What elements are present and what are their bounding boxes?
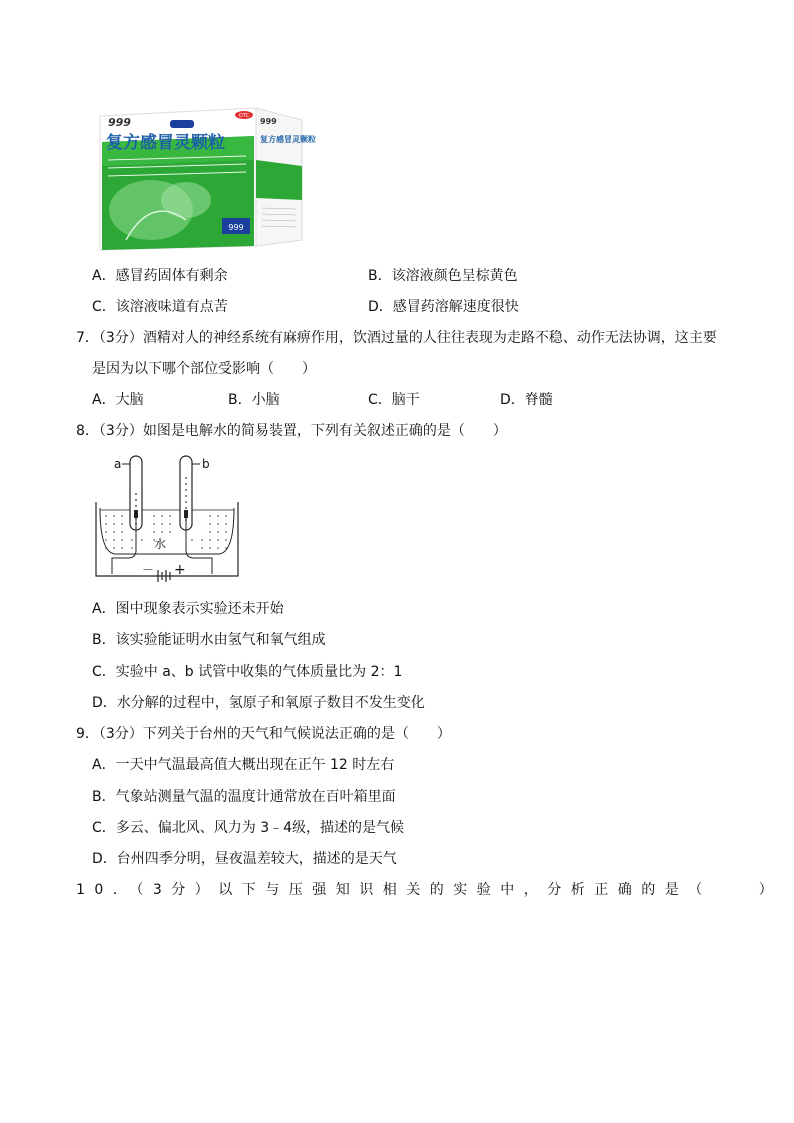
q7-option-d: D．脊髓 (500, 392, 553, 408)
q8-option-b: B．该实验能证明水由氢气和氧气组成 (92, 632, 326, 648)
tube-a-label: a (114, 457, 122, 471)
q7-option-b: B．小脑 (228, 392, 280, 408)
side-title-text: 复方感冒灵颗粒 (260, 135, 316, 144)
q6-option-c: C．该溶液味道有点苦 (92, 299, 228, 315)
water-label: 水 (154, 537, 167, 551)
medicine-box-image (96, 100, 316, 250)
q10-stem: 10．（3分）以下与压强知识相关的实验中，分析正确的是（ ） (76, 882, 783, 898)
brand-side-text: 999 (260, 117, 277, 126)
box-title-text: 复方感冒灵颗粒 (106, 133, 225, 153)
q7-stem-line2: 是因为以下哪个部位受影响（ ） (92, 361, 316, 377)
q8-option-a: A．图中现象表示实验还未开始 (92, 601, 284, 617)
tube-b-label: b (202, 457, 210, 471)
q6-option-a: A．感冒药固体有剩余 (92, 268, 228, 284)
q9-option-d: D．台州四季分明，昼夜温差较大，描述的是天气 (92, 851, 397, 867)
q8-option-c: C．实验中 a、b 试管中收集的气体质量比为 2：1 (92, 664, 403, 680)
brand-front-text: 999 (108, 116, 131, 129)
q7-option-c: C．脑干 (368, 392, 420, 408)
positive-terminal-label: + (174, 562, 186, 578)
q6-option-d: D．感冒药溶解速度很快 (368, 299, 519, 315)
q9-option-c: C．多云、偏北风、风力为 3﹣4级，描述的是气候 (92, 820, 405, 836)
negative-terminal-label: － (142, 563, 155, 577)
q6-option-b: B．该溶液颜色呈棕黄色 (368, 268, 518, 284)
q9-option-a: A．一天中气温最高值大概出现在正午 12 时左右 (92, 757, 395, 773)
q8-stem: 8．（3分）如图是电解水的简易装置，下列有关叙述正确的是（ ） (76, 423, 507, 439)
otc-text: OTC (238, 113, 250, 119)
q9-stem: 9．（3分）下列关于台州的天气和气候说法正确的是（ ） (76, 726, 451, 742)
q8-option-d: D．水分解的过程中，氢原子和氧原子数目不发生变化 (92, 695, 425, 711)
bottom-badge-text: 999 (228, 223, 244, 232)
q7-option-a: A．大脑 (92, 392, 144, 408)
q7-stem-line1: 7．（3分）酒精对人的神经系统有麻痹作用，饮酒过量的人往往表现为走路不稳、动作无法协调，这主要 (76, 330, 717, 346)
q9-option-b: B．气象站测量气温的温度计通常放在百叶箱里面 (92, 789, 396, 805)
electrolysis-diagram (92, 450, 242, 582)
